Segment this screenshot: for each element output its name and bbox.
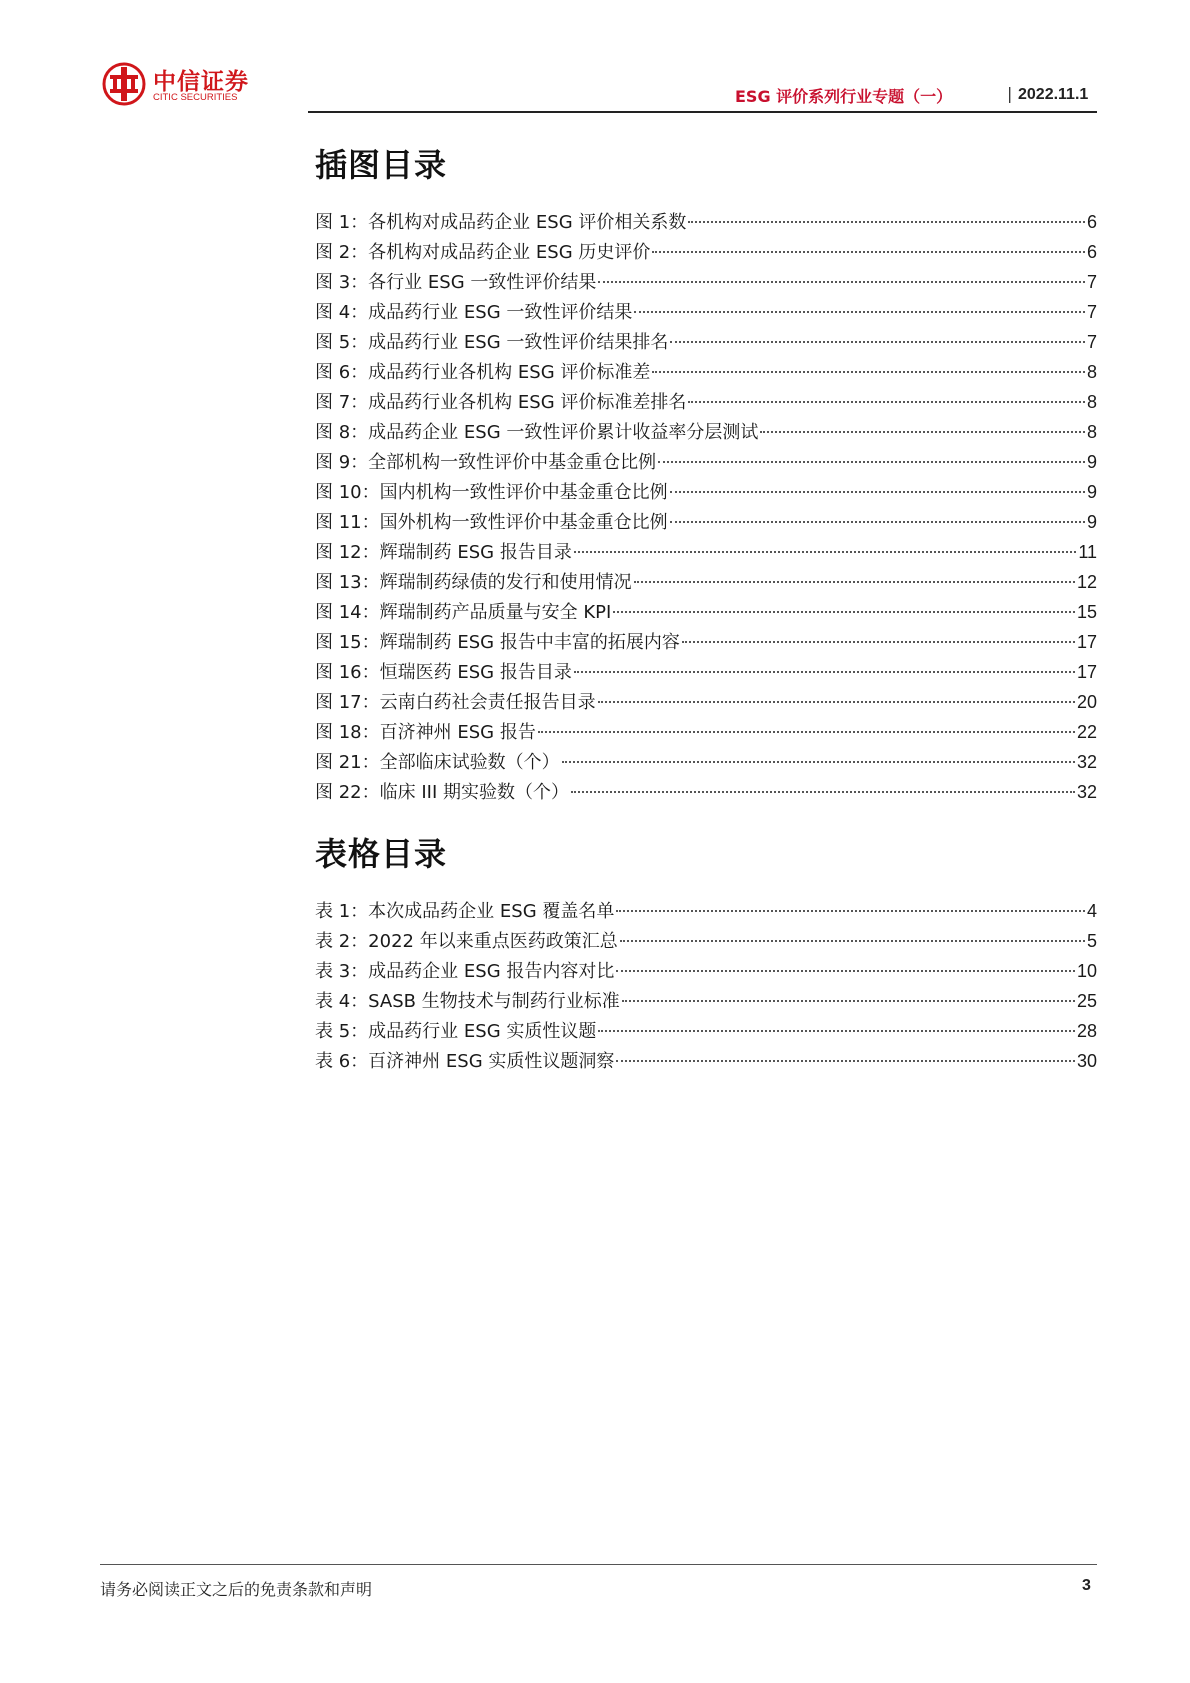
toc-entry-page: 12 [1076,572,1097,592]
toc-entry[interactable] [315,417,1097,447]
citic-logo-icon [102,62,146,106]
toc-entry-label: 图 17：云南白药社会责任报告目录 [315,692,596,713]
toc-entry-label: 图 22：临床 III 期实验数（个） [315,782,569,803]
toc-entry-page: 28 [1076,1021,1097,1041]
toc-dot-leader [622,1000,1075,1002]
toc-entry-page: 8 [1086,362,1097,382]
toc-entry[interactable] [315,687,1097,717]
toc-dot-leader [571,791,1075,793]
toc-dot-leader [688,221,1085,223]
toc-entry[interactable] [315,747,1097,777]
toc-entry[interactable] [315,267,1097,297]
toc-dot-leader [652,251,1085,253]
toc-entry[interactable] [315,1046,1097,1076]
toc-entry[interactable] [315,507,1097,537]
toc-entry-page: 17 [1076,662,1097,682]
toc-entry-label: 图 5：成品药行业 ESG 一致性评价结果排名 [315,332,669,353]
toc-dot-leader [616,970,1075,972]
toc-dot-leader [658,461,1085,463]
toc-entry-label: 表 2：2022 年以来重点医药政策汇总 [315,931,618,952]
toc-dot-leader [634,311,1085,313]
toc-entry[interactable] [315,387,1097,417]
toc-dot-leader [574,671,1075,673]
toc-entry-label: 图 12：辉瑞制药 ESG 报告目录 [315,542,572,563]
toc-entry[interactable] [315,986,1097,1016]
toc-entry-page: 20 [1076,692,1097,712]
toc-entry-page: 6 [1086,242,1097,262]
toc-dot-leader [616,1060,1075,1062]
toc-dot-leader [652,371,1085,373]
toc-entry[interactable] [315,237,1097,267]
toc-entry-page: 7 [1086,272,1097,292]
header-separator: | [1007,84,1013,103]
figures-toc-list [315,207,1097,807]
toc-entry-label: 图 14：辉瑞制药产品质量与安全 KPI [315,602,612,623]
toc-entry[interactable] [315,896,1097,926]
toc-entry-page: 5 [1086,931,1097,951]
toc-entry[interactable] [315,357,1097,387]
toc-dot-leader [670,341,1085,343]
toc-entry-label: 图 6：成品药行业各机构 ESG 评价标准差 [315,362,651,383]
toc-entry-page: 15 [1076,602,1097,622]
toc-entry-page: 9 [1086,482,1097,502]
tables-toc-list [315,896,1097,1076]
toc-entry[interactable] [315,537,1097,567]
toc-dot-leader [688,401,1085,403]
toc-entry-label: 图 9：全部机构一致性评价中基金重仓比例 [315,452,657,473]
toc-entry-label: 表 3：成品药企业 ESG 报告内容对比 [315,961,615,982]
toc-entry-label: 图 16：恒瑞医药 ESG 报告目录 [315,662,572,683]
toc-entry[interactable] [315,926,1097,956]
toc-entry-label: 图 1：各机构对成品药企业 ESG 评价相关系数 [315,212,687,233]
toc-entry-label: 图 11：国外机构一致性评价中基金重仓比例 [315,512,668,533]
toc-entry[interactable] [315,567,1097,597]
table-of-contents [315,140,1097,1076]
toc-entry-label: 图 15：辉瑞制药 ESG 报告中丰富的拓展内容 [315,632,680,653]
toc-entry[interactable] [315,207,1097,237]
toc-entry[interactable] [315,627,1097,657]
logo-chinese-name: 中信证券 [153,69,249,95]
toc-entry-label: 图 4：成品药行业 ESG 一致性评价结果 [315,302,633,323]
toc-entry-page: 9 [1086,512,1097,532]
toc-dot-leader [538,731,1075,733]
toc-entry-label: 表 4：SASB 生物技术与制药行业标准 [315,991,620,1012]
toc-entry-label: 图 2：各机构对成品药企业 ESG 历史评价 [315,242,651,263]
toc-entry-page: 7 [1086,302,1097,322]
toc-entry-page: 8 [1086,392,1097,412]
figures-heading: 插图目录 [315,146,448,184]
toc-entry[interactable] [315,297,1097,327]
toc-entry-label: 表 6：百济神州 ESG 实质性议题洞察 [315,1051,615,1072]
toc-entry-page: 30 [1076,1051,1097,1071]
toc-entry-label: 图 18：百济神州 ESG 报告 [315,722,536,743]
toc-dot-leader [598,1030,1075,1032]
logo-english-name: CITIC SECURITIES [153,92,238,103]
toc-dot-leader [634,581,1075,583]
toc-dot-leader [574,551,1076,553]
toc-entry[interactable] [315,657,1097,687]
toc-entry-page: 9 [1086,452,1097,472]
footer-divider [100,1564,1097,1565]
toc-entry-label: 图 8：成品药企业 ESG 一致性评价累计收益率分层测试 [315,422,759,443]
toc-entry[interactable] [315,777,1097,807]
toc-entry-label: 图 13：辉瑞制药绿债的发行和使用情况 [315,572,632,593]
toc-entry-label: 表 5：成品药行业 ESG 实质性议题 [315,1021,597,1042]
toc-entry-page: 32 [1076,752,1097,772]
toc-dot-leader [760,431,1085,433]
toc-dot-leader [682,641,1075,643]
toc-entry-page: 32 [1076,782,1097,802]
toc-entry[interactable] [315,717,1097,747]
toc-entry-label: 图 10：国内机构一致性评价中基金重仓比例 [315,482,668,503]
tables-heading: 表格目录 [315,835,448,873]
citic-logo [102,62,302,110]
report-series-title: ESG 评价系列行业专题（一） [735,87,953,106]
toc-dot-leader [613,611,1075,613]
toc-entry-page: 7 [1086,332,1097,352]
page-number: 3 [1082,1577,1091,1594]
toc-dot-leader [598,701,1075,703]
toc-dot-leader [620,940,1085,942]
toc-dot-leader [598,281,1085,283]
toc-entry-page: 6 [1086,212,1097,232]
toc-entry[interactable] [315,477,1097,507]
toc-entry-page: 25 [1076,991,1097,1011]
footer-disclaimer: 请务必阅读正文之后的免责条款和声明 [100,1580,373,1599]
toc-entry-page: 11 [1078,542,1097,562]
report-date: 2022.11.1 [1018,86,1089,103]
toc-entry[interactable] [315,327,1097,357]
toc-entry-page: 22 [1076,722,1097,742]
toc-entry[interactable] [315,1016,1097,1046]
toc-entry[interactable] [315,956,1097,986]
header-divider [308,111,1097,113]
toc-entry-label: 图 3：各行业 ESG 一致性评价结果 [315,272,597,293]
toc-entry-page: 4 [1086,901,1097,921]
toc-dot-leader [616,910,1085,912]
toc-dot-leader [670,521,1085,523]
toc-dot-leader [562,761,1075,763]
toc-entry[interactable] [315,447,1097,477]
toc-entry[interactable] [315,597,1097,627]
toc-entry-page: 17 [1076,632,1097,652]
toc-entry-label: 图 21：全部临床试验数（个） [315,752,560,773]
toc-entry-page: 10 [1076,961,1097,981]
toc-entry-page: 8 [1086,422,1097,442]
toc-entry-label: 表 1：本次成品药企业 ESG 覆盖名单 [315,901,615,922]
page-header [0,0,1190,120]
toc-entry-label: 图 7：成品药行业各机构 ESG 评价标准差排名 [315,392,687,413]
toc-dot-leader [670,491,1085,493]
